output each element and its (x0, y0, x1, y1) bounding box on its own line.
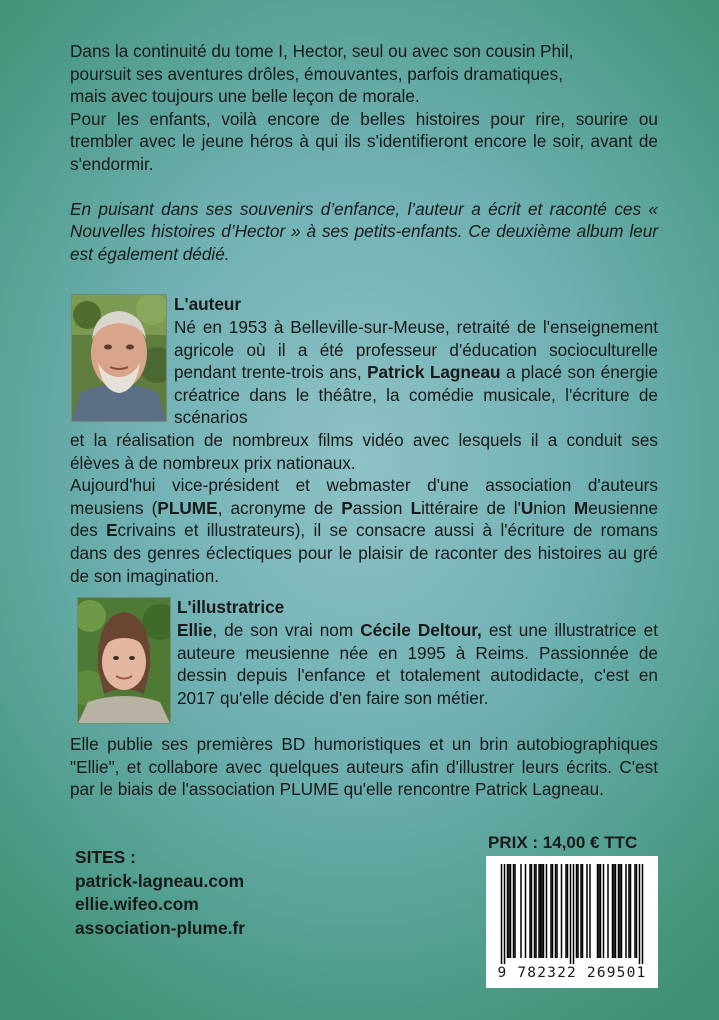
barcode-bar (514, 864, 516, 958)
barcode-bar (513, 864, 515, 958)
barcode-bar (543, 864, 545, 958)
author-bio-part-1: Né en 1953 à Belleville-sur-Meuse, retraité de l'enseignement agricole où il a été professeur d'éducation socioculturelle pendant trente-trois ans, Patrick Lagneau a placé son énergie créatrice dans le théâtre, la comédie musicale, l'écriture de scénarios (174, 317, 659, 428)
barcode-bar (586, 864, 588, 958)
barcode-bar (598, 864, 600, 958)
barcode-bar (639, 864, 641, 964)
illustrator-photo (77, 597, 171, 724)
barcode-bar (615, 864, 617, 958)
author-portrait-image (72, 295, 166, 421)
barcode-bar (538, 864, 540, 958)
barcode-bar (565, 864, 567, 958)
barcode-bar (618, 864, 620, 958)
barcode-bar (552, 864, 554, 958)
barcode-bar (508, 864, 510, 958)
site-link-patrick[interactable]: patrick-lagneau.com (75, 870, 245, 891)
barcode-bar (556, 864, 558, 958)
barcode-bar (600, 864, 602, 958)
sites-label: SITES : (75, 847, 136, 867)
intro-paragraph-2: Pour les enfants, voilà encore de belles histoires pour rire, sourire ou trembler avec le jeune héros à qui ils s'identifieront encore le soir, avant de s'endormir. (70, 108, 658, 174)
barcode-bar (589, 864, 591, 958)
barcode-bar (531, 864, 533, 958)
barcode-bar (510, 864, 512, 958)
illustrator-portrait-image (78, 598, 170, 723)
barcode-bar (628, 864, 630, 958)
barcode-bar (607, 864, 609, 958)
barcode-bar (546, 864, 548, 958)
barcode-bar (576, 864, 578, 958)
barcode-bar (597, 864, 599, 958)
barcode-bar (582, 864, 584, 958)
intro-paragraph-1: Dans la continuité du tome I, Hector, seul ou avec son cousin Phil, poursuit ses aventures drôles, émouvantes, parfois dramatiques, mais avec toujours une belle leçon de morale. (70, 41, 574, 107)
barcode-bar (520, 864, 522, 958)
barcode-bar (625, 864, 627, 958)
barcode-box (486, 856, 658, 988)
price-label: PRIX : 14,00 € TTC (488, 833, 638, 852)
barcode-bar (619, 864, 621, 958)
barcode-bar (577, 864, 579, 958)
barcode-bar (507, 864, 509, 958)
barcode-bar (525, 864, 527, 958)
author-bio-part-2: et la réalisation de nombreux films vidéo avec lesquels il a conduit ses élèves à de nombreux prix nationaux. Aujourd'hui vice-président et webmaster d'une association d'auteurs meusiens (PLUME, acronyme de Passion Littéraire de l'Union Meusienne des Ecrivains et illustrateurs), il se consacre aussi à l'écriture de romans dans des genres éclectiques pour le plaisir de raconter des histoires au gré de son imagination. (70, 430, 658, 586)
illustrator-nickname: Ellie (177, 620, 213, 640)
barcode-bar (636, 864, 638, 958)
site-link-ellie[interactable]: ellie.wifeo.com (75, 894, 199, 914)
barcode-bar (501, 864, 503, 964)
isbn-barcode (486, 856, 658, 964)
barcode-bar (613, 864, 615, 958)
intro-section (70, 40, 658, 265)
isbn-number: 9 782322 269501 (497, 965, 647, 981)
barcode-bar (570, 864, 572, 964)
barcode-bar (540, 864, 542, 958)
intro-dedication: En puisant dans ses souvenirs d’enfance, l’auteur a écrit et raconté ces « Nouvelles histoires d’Hector » à ses petits-enfants. Ce deuxième album leur est également dédié. (70, 198, 658, 264)
barcode-bar (541, 864, 543, 958)
barcode-bar (630, 864, 632, 958)
sites-section (75, 846, 245, 940)
barcode-bar (634, 864, 636, 958)
author-photo (71, 294, 167, 422)
barcode-bar (573, 864, 575, 964)
barcode-bar (642, 864, 644, 964)
illustrator-bio-part-2: Elle publie ses premières BD humoristiques et un brin autobiographiques "Ellie", et collabore avec quelques auteurs afin d'illustrer leurs écrits. C'est par le biais de l'association PLUME qu'elle rencontre Patrick Lagneau. (70, 734, 658, 800)
barcode-bar (567, 864, 569, 958)
illustrator-heading: L'illustratrice (177, 597, 285, 617)
barcode-bar (550, 864, 552, 958)
barcode-bar (561, 864, 563, 958)
barcode-bar (535, 864, 537, 958)
barcode-bar (580, 864, 582, 958)
barcode-bar (603, 864, 605, 958)
author-name: Patrick Lagneau (367, 362, 501, 383)
illustrator-name: Cécile Deltour, (360, 620, 482, 640)
author-heading: L'auteur (174, 294, 242, 314)
barcode-bar (534, 864, 536, 958)
barcode-bar (621, 864, 623, 958)
barcode-bar (504, 864, 506, 964)
barcode-bar (612, 864, 614, 958)
barcode-bar (529, 864, 531, 958)
barcode-bar (555, 864, 557, 958)
author-bio-paragraph-2: Aujourd'hui vice-président et webmaster d'une association d'auteurs meusiens (PLUME, acronyme de Passion Littéraire de l'Union Meusienne des Ecrivains et illustrateurs), il se consacre aussi à l'écriture de romans dans des genres éclectiques pour le plaisir de raconter des histoires au gré de son imagination. (70, 475, 658, 586)
illustrator-bio-part-1: Ellie, de son vrai nom Cécile Deltour, est une illustratrice et auteure meusienne née en 1995 à Reims. Passionnée de dessin depuis l'enfance et totalement autodidacte, c'est en 2017 qu'elle décide d'en faire son métier. (177, 620, 658, 708)
site-link-plume[interactable]: association-plume.fr (75, 917, 246, 938)
